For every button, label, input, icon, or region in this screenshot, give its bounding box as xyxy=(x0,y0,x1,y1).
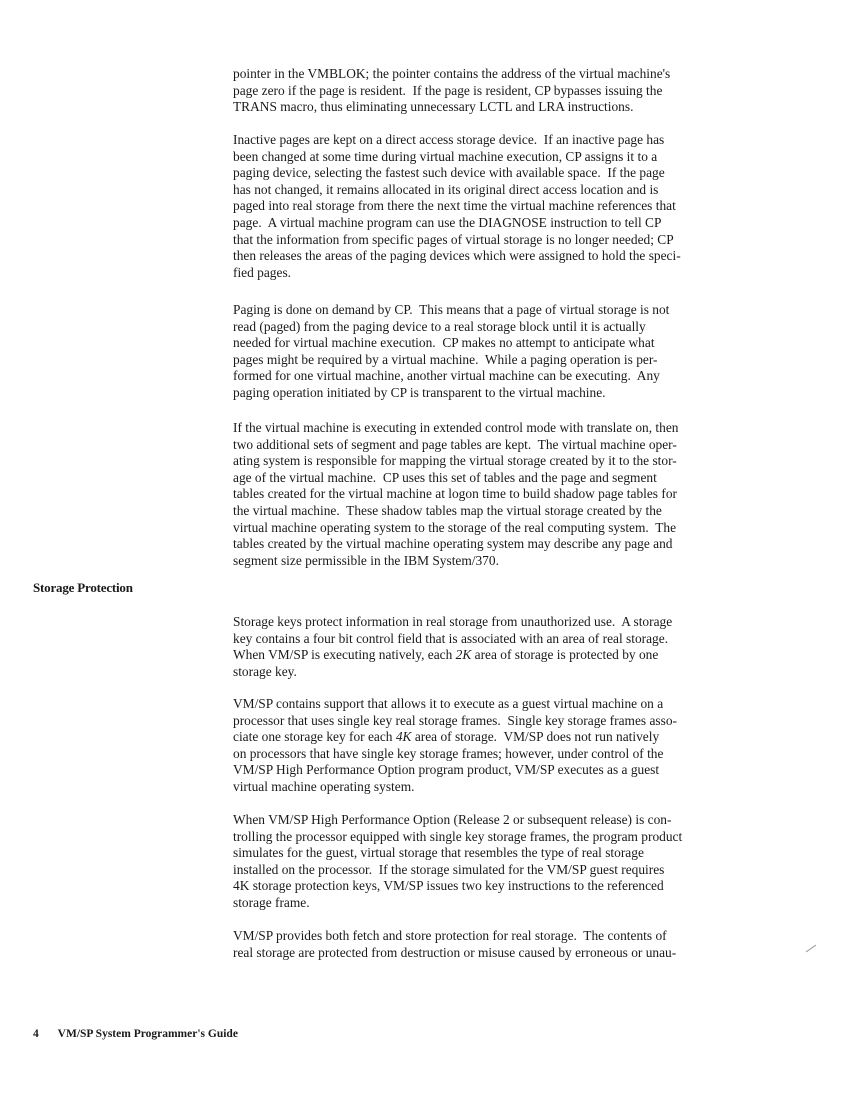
text-line: been changed at some time during virtual machine execution, CP assigns it to a xyxy=(233,148,658,164)
text-line: If the virtual machine is executing in extended control mode with translate on, then xyxy=(233,420,679,435)
document-title: VM/SP System Programmer's Guide xyxy=(57,1028,238,1040)
text-line: 4K storage protection keys, VM/SP issues two key instructions to the referenced xyxy=(233,878,664,894)
text-line: storage key. xyxy=(233,663,297,679)
page-number: 4 xyxy=(33,1028,39,1040)
text-line: on processors that have single key storage frames; however, under control of the xyxy=(233,745,664,761)
text-line: installed on the processor. If the storage simulated for the VM/SP guest requires xyxy=(233,861,665,877)
text-line: VM/SP provides both fetch and store protection for real storage. The contents of xyxy=(233,928,667,943)
text-line: age of the virtual machine. CP uses this set of tables and the page and segment xyxy=(233,469,657,485)
paragraph xyxy=(233,696,677,796)
paragraph xyxy=(233,928,676,961)
section-heading-storage-protection: Storage Protection xyxy=(33,580,133,595)
text-line: Paging is done on demand by CP. This means that a page of virtual storage is not xyxy=(233,302,670,317)
text-line: two additional sets of segment and page tables are kept. The virtual machine oper- xyxy=(233,436,677,452)
text-line: read (paged) from the paging device to a real storage block until it is actually xyxy=(233,318,646,334)
text-line: tables created for the virtual machine at logon time to build shadow page tables for xyxy=(233,486,677,502)
text-line: key contains a four bit control field that is associated with an area of real storage. xyxy=(233,630,669,646)
text-line: has not changed, it remains allocated in its original direct access location and is xyxy=(233,181,659,197)
text-line: When VM/SP High Performance Option (Release 2 or subsequent release) is con- xyxy=(233,812,672,827)
text-line: virtual machine operating system to the storage of the real computing system. The xyxy=(233,519,677,535)
scan-artifact-mark xyxy=(806,945,816,953)
text-line: paged into real storage from there the next time the virtual machine references that xyxy=(233,198,676,214)
text-line: paging device, selecting the fastest such device with available space. If the page xyxy=(233,165,665,181)
text-line: that the information from specific pages of virtual storage is no longer needed; CP xyxy=(233,231,674,247)
text-line: fied pages. xyxy=(233,264,292,280)
text-line: simulates for the guest, virtual storage that resembles the type of real storage xyxy=(233,845,644,861)
text-line: segment size permissible in the IBM System/370. xyxy=(233,552,499,568)
text-line: ciate one storage key for each 4K area of storage. VM/SP does not run natively xyxy=(233,729,660,745)
text-line: needed for virtual machine execution. CP makes no attempt to anticipate what xyxy=(233,335,655,351)
text-line: pointer in the VMBLOK; the pointer contains the address of the virtual machine's xyxy=(233,66,671,81)
text-line: paging operation initiated by CP is transparent to the virtual machine. xyxy=(233,384,606,400)
text-line: storage frame. xyxy=(233,894,310,910)
text-line: formed for one virtual machine, another virtual machine can be executing. Any xyxy=(233,368,660,384)
paragraph xyxy=(233,302,669,402)
text-line: processor that uses single key real storage frames. Single key storage frames asso- xyxy=(233,712,677,728)
text-line: TRANS macro, thus eliminating unnecessary LCTL and LRA instructions. xyxy=(233,99,634,115)
paragraph xyxy=(233,812,682,912)
text-line: page. A virtual machine program can use the DIAGNOSE instruction to tell CP xyxy=(233,214,662,230)
text-line: then releases the areas of the paging devices which were assigned to hold the speci- xyxy=(233,248,681,264)
paragraph xyxy=(233,614,672,680)
text-line: the virtual machine. These shadow tables map the virtual storage created by the xyxy=(233,502,662,518)
text-line: ating system is responsible for mapping the virtual storage created by it to the stor- xyxy=(233,453,677,469)
text-line: real storage are protected from destruction or misuse caused by erroneous or unau- xyxy=(233,944,677,960)
text-line: VM/SP contains support that allows it to execute as a guest virtual machine on a xyxy=(233,696,664,711)
text-line: When VM/SP is executing natively, each 2K area of storage is protected by one xyxy=(233,647,659,663)
paragraph xyxy=(233,66,670,116)
text-line: virtual machine operating system. xyxy=(233,778,415,794)
text-line: VM/SP High Performance Option program product, VM/SP executes as a guest xyxy=(233,762,660,778)
page-footer xyxy=(33,1028,238,1040)
text-line: trolling the processor equipped with single key storage frames, the program product xyxy=(233,828,683,844)
paragraph xyxy=(233,132,681,281)
text-line: tables created by the virtual machine operating system may describe any page and xyxy=(233,536,673,552)
text-line: page zero if the page is resident. If the page is resident, CP bypasses issuing the xyxy=(233,82,663,98)
paragraph xyxy=(233,420,678,569)
text-line: Storage keys protect information in real storage from unauthorized use. A storage xyxy=(233,614,673,629)
text-line: Inactive pages are kept on a direct access storage device. If an inactive page has xyxy=(233,132,665,147)
text-line: pages might be required by a virtual machine. While a paging operation is per- xyxy=(233,351,658,367)
